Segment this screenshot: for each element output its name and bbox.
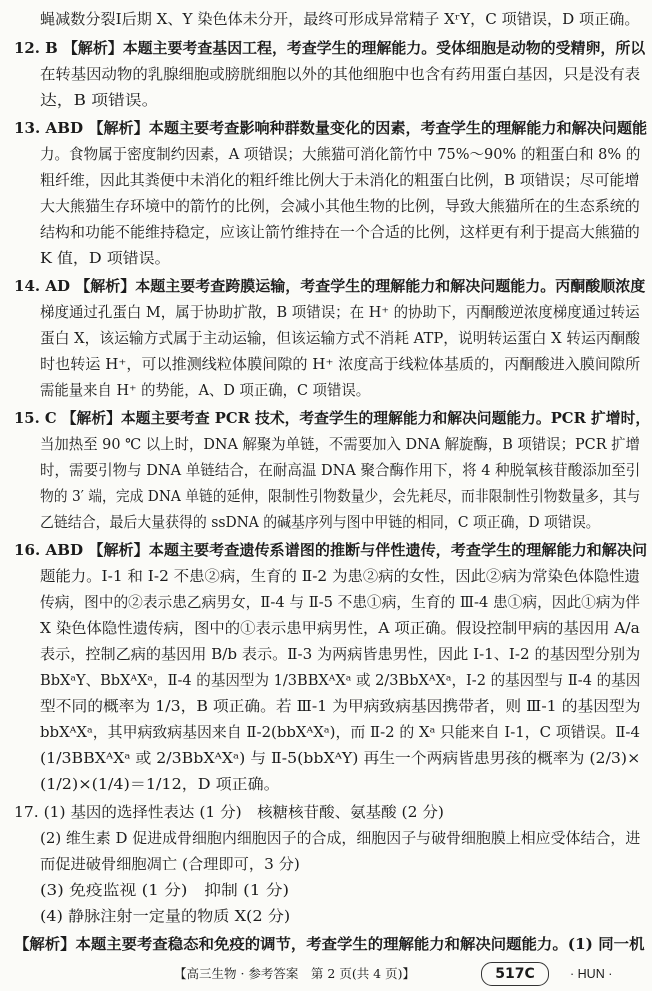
text-line: 达，B 项错误。 bbox=[40, 92, 159, 109]
text-line: 蝇减数分裂Ⅰ后期 X、Y 染色体未分开，最终可形成异常精子 XʳY，C 项错误，D 项正确。 bbox=[40, 11, 640, 28]
text-line: (1/2)×(1/4)＝1/12，D 项正确。 bbox=[40, 776, 280, 793]
text-line: 12. B 【解析】本题主要考查基因工程，考查学生的理解能力。受体细胞是动物的受精卵，所以 bbox=[14, 40, 646, 57]
text-line: 13. ABD 【解析】本题主要考查影响种群数量变化的因素，考查学生的理解能力和解决问题能 bbox=[14, 120, 648, 137]
text-line: 大大熊猫生存环境中的箭竹的比例，会减小其他生物的比例，导致大熊猫所在的生态系统的 bbox=[40, 198, 640, 215]
text-line: 当加热至 90 ℃ 以上时，DNA 解聚为单链，不需要加入 DNA 解旋酶，B 项错误；PCR 扩增 bbox=[40, 436, 640, 453]
paper-code-badge: 517C bbox=[481, 962, 549, 986]
text-line: 结构和功能不能维持稳定，应该让箭竹维持在一个合适的比例，这样更有利于提高大熊猫的 bbox=[40, 224, 640, 241]
text-line: 力。食物属于密度制约因素，A 项错误；大熊猫可消化箭竹中 75%～90% 的粗蛋白和 8% 的 bbox=[40, 146, 641, 163]
text-line: 粗纤维，因此其粪便中未消化的粗纤维比例大于未消化的粗蛋白比例，B 项错误；尽可能增 bbox=[40, 172, 640, 189]
text-line: 17. (1) 基因的选择性表达 (1 分) 核糖核苷酸、氨基酸 (2 分) bbox=[14, 804, 444, 821]
text-line: (1/3BBXᴬXᵃ 或 2/3BbXᴬXᵃ) 与 Ⅱ-5(bbXᴬY) 再生一个两病皆患男孩的概率为 (2/3)× bbox=[40, 750, 641, 767]
text-line: 表示，控制乙病的基因用 B/b 表示。Ⅱ-3 为两病皆患男性，因此 Ⅰ-1、Ⅰ-2 的基因型分别为 bbox=[40, 646, 641, 663]
text-line: BbXᵃY、BbXᴬXᵃ，Ⅱ-4 的基因型为 1/3BBXᴬXᵃ 或 2/3BbXᴬXᵃ，Ⅰ-2 的基因型与 Ⅱ-4 的基因 bbox=[40, 672, 641, 689]
text-line: (3) 免疫监视 (1 分) 抑制 (1 分) bbox=[40, 882, 290, 899]
text-line: 【解析】本题主要考查稳态和免疫的调节，考查学生的理解能力和解决问题能力。(1) 同一机 bbox=[14, 936, 645, 953]
text-line: 时也转运 H⁺，可以推测线粒体膜间隙的 H⁺ 浓度高于线粒体基质的，丙酮酸进入膜间隙所 bbox=[40, 356, 641, 373]
text-line: 16. ABD 【解析】本题主要考查遗传系谱图的推断与伴性遗传，考查学生的理解能力和解决问 bbox=[14, 542, 648, 559]
text-line: 型不同的概率为 1/3，B 项正确。若 Ⅲ-1 为甲病致病基因携带者，则 Ⅲ-1 的基因型为 bbox=[40, 698, 641, 715]
text-line: X 染色体隐性遗传病，图中的①表示患甲病男性，A 项正确。假设控制甲病的基因用 A/a bbox=[40, 620, 640, 637]
text-line: 需能量来自 H⁺ 的势能，A、D 项正确，C 项错误。 bbox=[40, 382, 371, 399]
text-line: 蛋白 X，该运输方式属于主动运输，但该运输方式不消耗 ATP，说明转运蛋白 X 转运丙酮酸 bbox=[40, 330, 641, 347]
text-line: 传病，图中的②表示患乙病男女，Ⅱ-4 与 Ⅱ-5 不患①病，生育的 Ⅲ-4 患①病，因此①病为伴 bbox=[40, 594, 640, 611]
text-line: (2) 维生素 D 促进成骨细胞内细胞因子的合成，细胞因子与破骨细胞膜上相应受体结合，进 bbox=[40, 830, 641, 847]
text-line: 而促进破骨细胞凋亡 (合理即可，3 分) bbox=[40, 856, 300, 873]
text-line: 15. C 【解析】本题主要考查 PCR 技术，考查学生的理解能力和解决问题能力。PCR 扩增时， bbox=[14, 410, 651, 427]
text-line: bbXᴬXᵃ，其甲病致病基因来自 Ⅱ-2(bbXᴬXᵃ)，而 Ⅱ-2 的 Xᵃ 只能来自 Ⅰ-1，C 项错误。Ⅱ-4 bbox=[40, 724, 640, 741]
footer-page-info: 【高三生物 · 参考答案 第 2 页(共 4 页)】 bbox=[174, 966, 415, 981]
text-line: K 值，D 项错误。 bbox=[40, 250, 171, 267]
text-line: 题能力。Ⅰ-1 和 Ⅰ-2 不患②病，生育的 Ⅱ-2 为患②病的女性，因此②病为常染色体隐性遗 bbox=[40, 568, 640, 585]
page-footer bbox=[0, 964, 652, 988]
region-code: · HUN · bbox=[570, 967, 613, 981]
text-line: 14. AD 【解析】本题主要考查跨膜运输，考查学生的理解能力和解决问题能力。丙酮酸顺浓度 bbox=[14, 278, 646, 295]
text-line: (4) 静脉注射一定量的物质 X(2 分) bbox=[40, 908, 291, 925]
text-line: 时，需要引物与 DNA 单链结合，在耐高温 DNA 聚合酶作用下，将 4 种脱氧核苷酸添加至引 bbox=[40, 462, 641, 479]
text-line: 乙链结合，最后大量获得的 ssDNA 的碱基序列与图中甲链的相同，C 项正确，D 项错误。 bbox=[40, 514, 600, 531]
text-line: 梯度通过孔蛋白 M，属于协助扩散，B 项错误；在 H⁺ 的协助下，丙酮酸逆浓度梯度通过转运 bbox=[40, 304, 640, 321]
text-line: 在转基因动物的乳腺细胞或膀胱细胞以外的其他细胞中也含有药用蛋白基因，只是没有表 bbox=[40, 66, 641, 83]
text-line: 物的 3′ 端，完成 DNA 单链的延伸，限制性引物数量少，会先耗尽，而非限制性引物数量多，其与 bbox=[40, 488, 641, 505]
